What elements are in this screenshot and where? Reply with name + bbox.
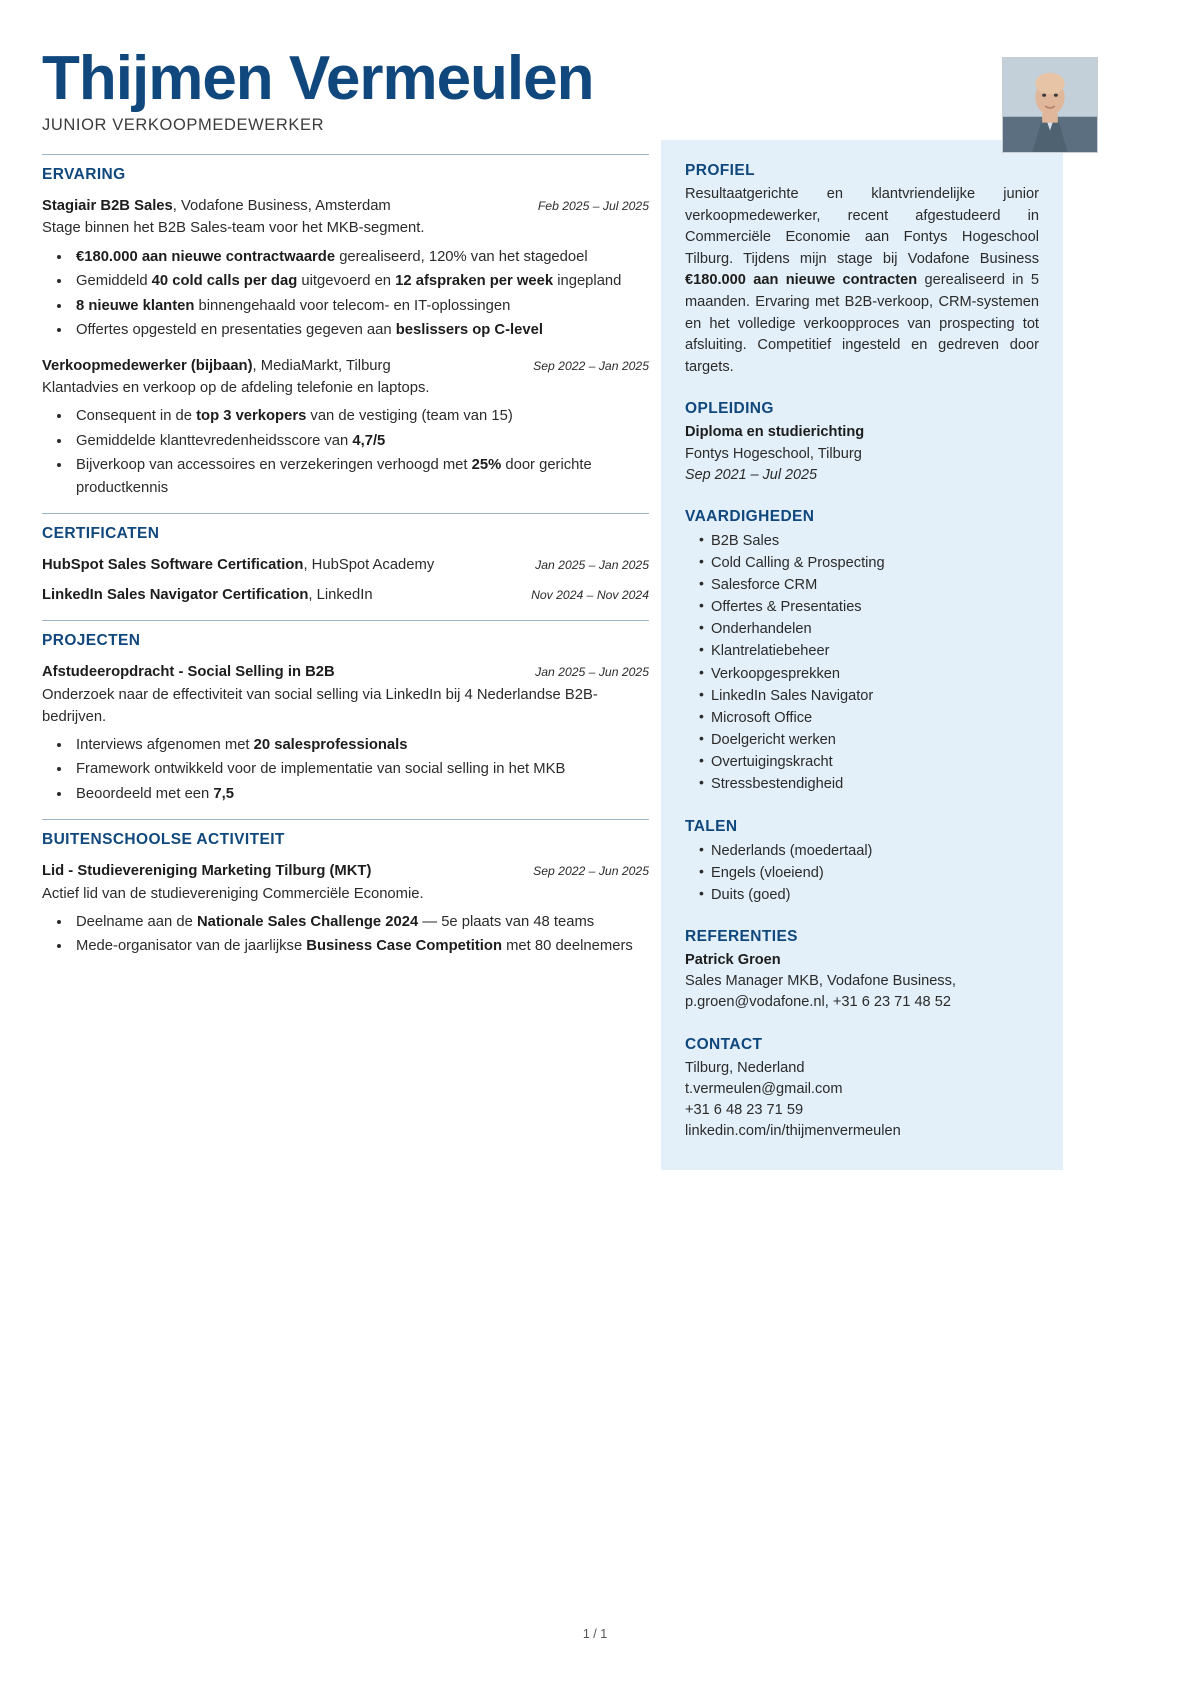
reference-detail: Sales Manager MKB, Vodafone Business, p.groen@vodafone.nl, +31 6 23 71 48 52 bbox=[685, 973, 956, 1011]
body-text: met 80 deelnemers bbox=[502, 938, 633, 955]
sidebar-section-referenties bbox=[685, 928, 1039, 1013]
skill-item: • Microsoft Office bbox=[699, 707, 1039, 729]
list-item bbox=[72, 758, 649, 780]
emphasis-text: top 3 verkopers bbox=[196, 408, 307, 425]
divider bbox=[42, 154, 649, 155]
language-item: • Duits (goed) bbox=[699, 884, 1039, 906]
skill-item: • Doelgericht werken bbox=[699, 729, 1039, 751]
certificate-title bbox=[42, 585, 373, 606]
extracurricular-list bbox=[42, 861, 649, 958]
list-item bbox=[72, 935, 649, 957]
body-text: — 5e plaats van 48 teams bbox=[418, 913, 595, 930]
entry-description: Actief lid van de studievereniging Commerciële Economie. bbox=[42, 885, 424, 902]
emphasis-text: 20 salesprofessionals bbox=[253, 736, 408, 753]
list-item bbox=[72, 734, 649, 756]
list-item bbox=[72, 295, 649, 317]
language-item: • Engels (vloeiend) bbox=[699, 862, 1039, 884]
entry-organisation: , MediaMarkt, Tilburg bbox=[252, 357, 391, 374]
entry-bullet-list bbox=[42, 246, 649, 342]
avatar bbox=[1002, 57, 1098, 153]
entry-description: Onderzoek naar de effectiviteit van social selling via LinkedIn bij 4 Nederlandse B2B-bedrijven. bbox=[42, 686, 598, 725]
list-item bbox=[72, 319, 649, 341]
sidebar-section-vaardigheden bbox=[685, 508, 1039, 796]
sidebar-section-profiel bbox=[685, 162, 1039, 378]
emphasis-text: 8 nieuwe klanten bbox=[76, 297, 195, 314]
sidebar-section-opleiding bbox=[685, 400, 1039, 485]
entry-role: Verkoopmedewerker (bijbaan) bbox=[42, 357, 253, 374]
experience-list bbox=[42, 196, 649, 499]
body-text: Framework ontwikkeld voor de implementatie van social selling in het MKB bbox=[76, 761, 566, 778]
entry-organisation: , Vodafone Business, Amsterdam bbox=[172, 198, 391, 214]
emphasis-text: beslissers op C-level bbox=[395, 322, 543, 339]
skill-item: • Overtuigingskracht bbox=[699, 751, 1039, 773]
divider bbox=[42, 513, 649, 514]
body-text: Consequent in de bbox=[76, 408, 197, 425]
entry-date: Sep 2022 – Jan 2025 bbox=[533, 358, 649, 373]
body-text: Offertes opgesteld en presentaties gegeven aan bbox=[76, 322, 396, 339]
job-subtitle: JUNIOR VERKOOPMEDEWERKER bbox=[42, 116, 325, 134]
list-item bbox=[72, 783, 649, 805]
body-text: Deelname aan de bbox=[76, 913, 197, 930]
body-text: Bijverkoop van accessoires en verzekeringen verhoogd met bbox=[76, 457, 472, 474]
sidebar-title-vaardigheden: VAARDIGHEDEN bbox=[685, 507, 815, 525]
divider bbox=[42, 819, 649, 820]
section-projecten bbox=[42, 632, 649, 805]
section-buitenschoolse-activiteit bbox=[42, 831, 649, 958]
sidebar-title-contact: CONTACT bbox=[685, 1035, 763, 1053]
section-title-certificaten: CERTIFICATEN bbox=[42, 525, 160, 543]
entry-title bbox=[42, 861, 371, 882]
body-text: Gemiddeld bbox=[76, 273, 152, 290]
section-title-ervaring: ERVARING bbox=[42, 166, 126, 183]
entry-date: Sep 2022 – Jun 2025 bbox=[533, 864, 649, 879]
education-school: Fontys Hogeschool, Tilburg bbox=[685, 445, 862, 462]
education-degree: Diploma en studierichting bbox=[685, 424, 865, 441]
entry-title bbox=[42, 662, 335, 683]
body-text: van de vestiging (team van 15) bbox=[306, 408, 513, 425]
list-item bbox=[72, 246, 649, 268]
entry bbox=[42, 861, 649, 958]
entry-title bbox=[42, 196, 391, 217]
entry bbox=[42, 356, 649, 500]
certificate-issuer: , HubSpot Academy bbox=[303, 557, 435, 574]
body-text: Beoordeeld met een bbox=[76, 785, 214, 802]
skill-item: • Stressbestendigheid bbox=[699, 773, 1039, 795]
skill-item: • Cold Calling & Prospecting bbox=[699, 552, 1039, 574]
divider bbox=[42, 620, 649, 621]
skill-item: • Klantrelatiebeheer bbox=[699, 640, 1039, 662]
emphasis-text: 4,7/5 bbox=[352, 432, 386, 449]
emphasis-text: 25% bbox=[471, 457, 502, 474]
entry-role: Stagiair B2B Sales bbox=[42, 198, 173, 214]
body-text: Interviews afgenomen met bbox=[76, 736, 254, 753]
entry-date: Feb 2025 – Jul 2025 bbox=[537, 199, 649, 213]
emphasis-text: 7,5 bbox=[213, 785, 234, 802]
skill-item: • B2B Sales bbox=[699, 530, 1039, 552]
entry-header bbox=[42, 662, 649, 683]
language-item: • Nederlands (moedertaal) bbox=[699, 840, 1039, 862]
reference-name: Patrick Groen bbox=[685, 952, 781, 969]
entry-header bbox=[42, 356, 649, 377]
entry-header bbox=[42, 196, 649, 217]
page-title: Thijmen Vermeulen bbox=[42, 44, 594, 113]
emphasis-text: Nationale Sales Challenge 2024 bbox=[196, 913, 419, 930]
entry-header bbox=[42, 861, 649, 882]
sidebar-title-talen: TALEN bbox=[685, 817, 738, 835]
entry bbox=[42, 196, 649, 342]
certificate-date: Jan 2025 – Jan 2025 bbox=[535, 558, 649, 573]
list-item bbox=[72, 405, 649, 427]
skill-item: • Onderhandelen bbox=[699, 618, 1039, 640]
emphasis-text: €180.000 aan nieuwe contractwaarde bbox=[76, 248, 336, 265]
entry bbox=[42, 662, 649, 805]
entry-date: Jan 2025 – Jun 2025 bbox=[535, 665, 649, 680]
body-text: binnengehaald voor telecom- en IT-oplossingen bbox=[194, 297, 511, 314]
skill-item: • LinkedIn Sales Navigator bbox=[699, 685, 1039, 707]
resume-header bbox=[0, 0, 1190, 140]
list-item bbox=[72, 454, 649, 499]
certificate-issuer: , LinkedIn bbox=[308, 586, 373, 603]
entry-description: Klantadvies en verkoop op de afdeling telefonie en laptops. bbox=[42, 380, 430, 397]
certificate-title bbox=[42, 555, 434, 576]
skill-item: • Salesforce CRM bbox=[699, 574, 1039, 596]
entry-role: Lid - Studievereniging Marketing Tilburg (MKT) bbox=[42, 863, 372, 880]
emphasis-text: €180.000 aan nieuwe contracten bbox=[685, 272, 918, 289]
certificate-list bbox=[42, 555, 649, 606]
profile-text bbox=[685, 184, 1039, 378]
project-list bbox=[42, 662, 649, 805]
sidebar-title-referenties: REFERENTIES bbox=[685, 928, 798, 946]
sidebar-title-profiel: PROFIEL bbox=[685, 162, 755, 179]
contact-line: t.vermeulen@gmail.com bbox=[685, 1080, 843, 1097]
emphasis-text: 40 cold calls per dag bbox=[151, 273, 298, 290]
sidebar-title-opleiding: OPLEIDING bbox=[685, 400, 774, 418]
body-text: Mede-organisator van de jaarlijkse bbox=[76, 938, 307, 955]
contact-line: +31 6 48 23 71 59 bbox=[685, 1101, 804, 1118]
entry-title bbox=[42, 356, 391, 377]
portrait-icon bbox=[1003, 58, 1097, 152]
list-item bbox=[72, 911, 649, 933]
certificate-name: LinkedIn Sales Navigator Certification bbox=[42, 586, 309, 603]
education-date: Sep 2021 – Jul 2025 bbox=[685, 466, 818, 483]
entry-bullet-list bbox=[42, 911, 649, 958]
list-item bbox=[72, 430, 649, 452]
page-footer: 1 / 1 bbox=[582, 1627, 608, 1641]
main-column bbox=[42, 140, 649, 1170]
language-list bbox=[685, 840, 1039, 907]
body-text: uitgevoerd en bbox=[297, 273, 396, 290]
body-text: gerealiseerd, 120% van het stagedoel bbox=[335, 248, 588, 265]
emphasis-text: Business Case Competition bbox=[306, 938, 502, 955]
list-item bbox=[72, 270, 649, 292]
section-title-projecten: PROJECTEN bbox=[42, 632, 141, 650]
sidebar-section-talen bbox=[685, 818, 1039, 907]
sidebar bbox=[661, 140, 1063, 1170]
entry-bullet-list bbox=[42, 734, 649, 805]
body-text: Gemiddelde klanttevredenheidsscore van bbox=[76, 432, 353, 449]
skill-list bbox=[685, 530, 1039, 796]
certificate-row bbox=[42, 555, 649, 576]
body-text: Resultaatgerichte en klantvriendelijke junior verkoopmedewerker, recent afgestudeerd in Commerciële Economie aan Fontys Hogeschool Tilburg. Tijdens mijn stage bij Vodafone Business bbox=[685, 186, 1039, 267]
contact-line: Tilburg, Nederland bbox=[685, 1059, 805, 1076]
sidebar-section-contact bbox=[685, 1036, 1039, 1143]
certificate-row bbox=[42, 585, 649, 606]
body-text: door gerichte productkennis bbox=[76, 457, 592, 496]
body-text: gerealiseerd in 5 maanden. Ervaring met B2B-verkoop, CRM-systemen en het volledige verkoopproces van prospecting tot afsluiting. Competitief ingesteld en gedreven door targets. bbox=[685, 272, 1039, 375]
section-certificaten bbox=[42, 525, 649, 606]
emphasis-text: 12 afspraken per week bbox=[395, 273, 554, 290]
entry-bullet-list bbox=[42, 405, 649, 499]
certificate-date: Nov 2024 – Nov 2024 bbox=[531, 587, 649, 602]
resume-body bbox=[0, 140, 1190, 1170]
section-title-buitenschools: BUITENSCHOOLSE ACTIVITEIT bbox=[42, 831, 285, 849]
entry-description: Stage binnen het B2B Sales-team voor het MKB-segment. bbox=[42, 220, 425, 237]
certificate-name: HubSpot Sales Software Certification bbox=[42, 557, 304, 574]
skill-item: • Offertes & Presentaties bbox=[699, 596, 1039, 618]
section-ervaring bbox=[42, 166, 649, 499]
contact-list bbox=[685, 1058, 1039, 1143]
entry-role: Afstudeeropdracht - Social Selling in B2B bbox=[42, 664, 335, 681]
contact-line: linkedin.com/in/thijmenvermeulen bbox=[685, 1123, 901, 1140]
skill-item: • Verkoopgesprekken bbox=[699, 663, 1039, 685]
body-text: ingepland bbox=[553, 273, 622, 290]
column-gap bbox=[649, 140, 661, 1170]
